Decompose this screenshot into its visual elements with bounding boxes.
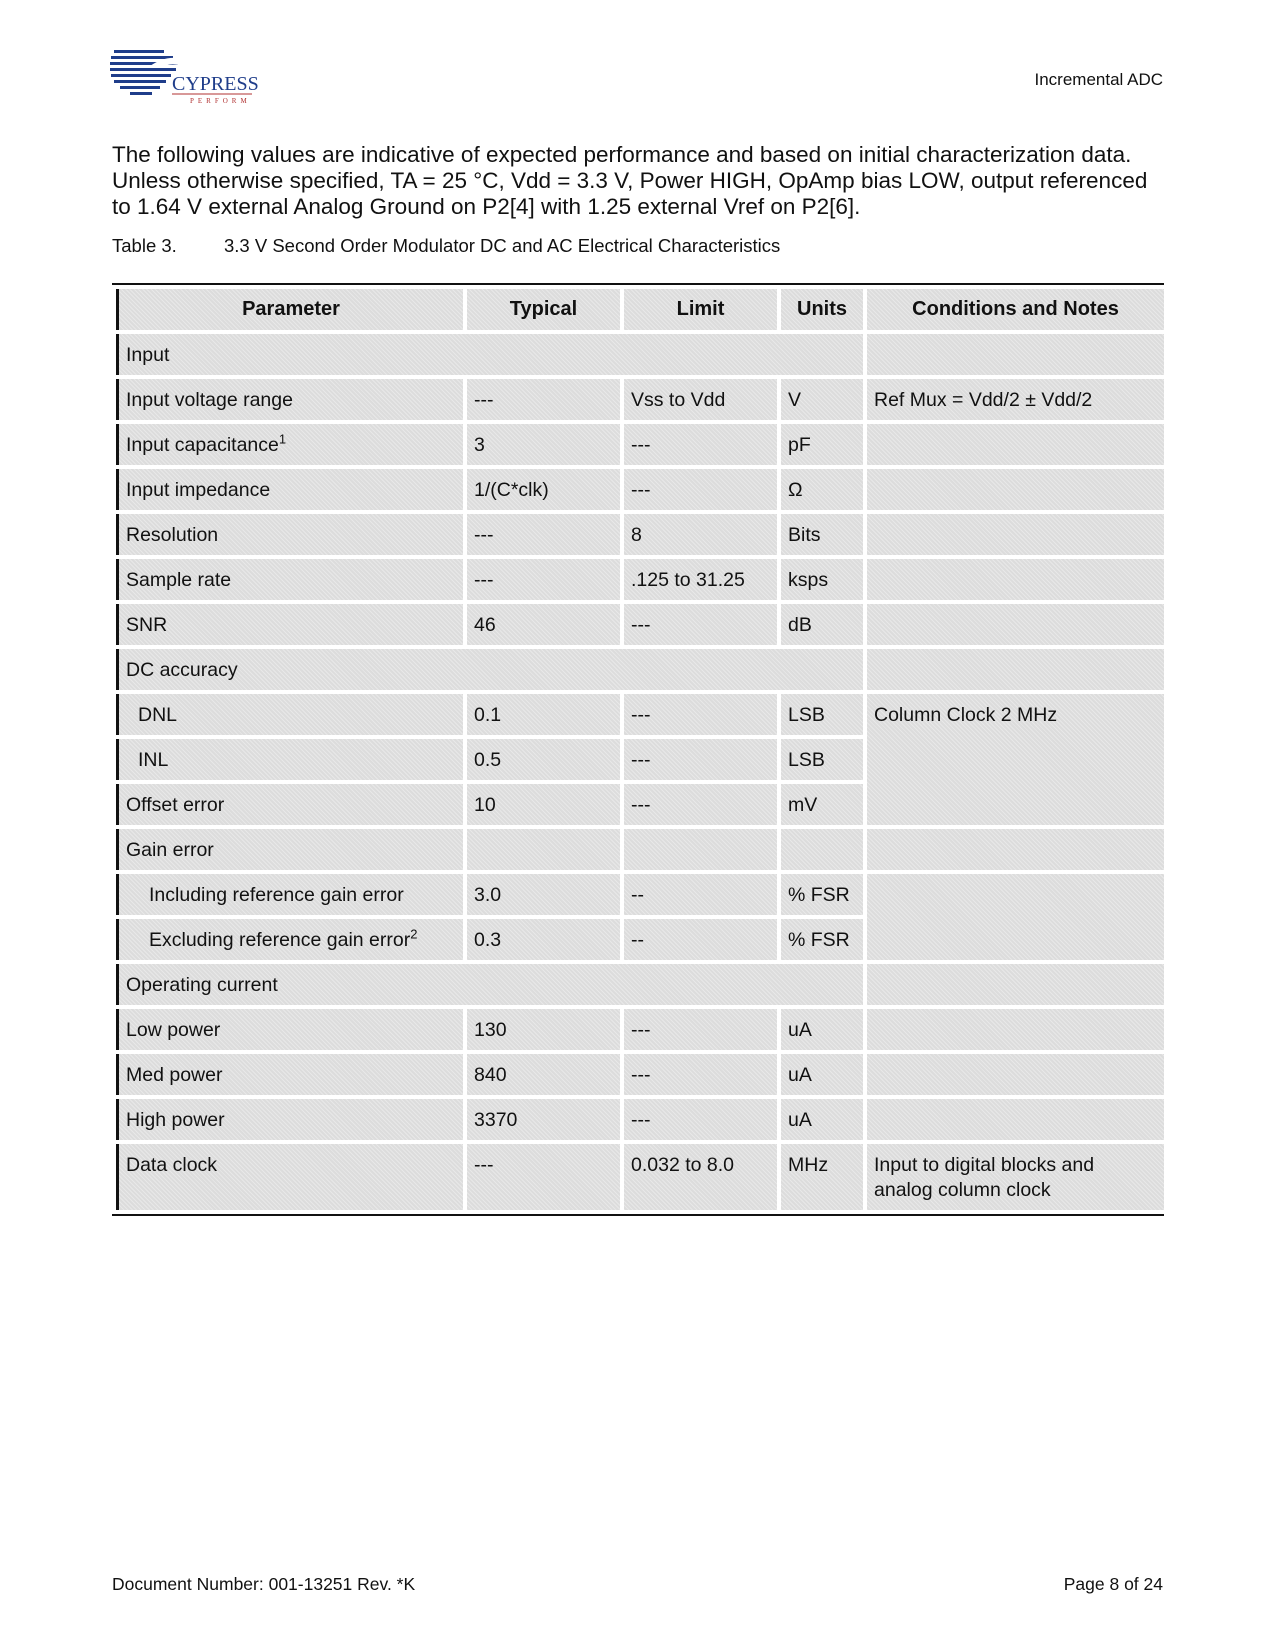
table-row: [116, 1099, 1164, 1140]
cell-units: [781, 694, 863, 735]
cell-parameter: [116, 559, 463, 600]
cell-limit-text: --: [631, 929, 644, 951]
cell-parameter: [116, 964, 863, 1005]
table-row: [116, 694, 1164, 735]
cell-parameter: [116, 919, 463, 960]
cell-parameter-text: Gain error: [126, 839, 214, 861]
cell-parameter: [116, 514, 463, 555]
cell-parameter-text: Including reference gain error: [149, 884, 404, 906]
cell-parameter: [116, 874, 463, 915]
table-title: 3.3 V Second Order Modulator DC and AC Electrical Characteristics: [224, 235, 781, 256]
cell-units: [781, 559, 863, 600]
cell-units: [781, 739, 863, 780]
cell-units: [781, 424, 863, 465]
cell-typical: [467, 739, 620, 780]
cell-conditions-text: Column Clock 2 MHz: [874, 704, 1058, 726]
header-limit: Limit: [624, 289, 777, 330]
cell-conditions: [867, 379, 1164, 420]
cell-limit: [624, 379, 777, 420]
cell-units: [781, 919, 863, 960]
cell-parameter: [116, 1144, 463, 1210]
cell-parameter-text: Input impedance: [126, 479, 271, 501]
cell-typical: [467, 694, 620, 735]
document-title: Incremental ADC: [1034, 70, 1163, 89]
table-row: [116, 829, 1164, 870]
cell-parameter: [116, 649, 863, 690]
cell-typical-text: 46: [474, 614, 496, 636]
cell-conditions: [867, 1144, 1164, 1210]
cell-limit: [624, 514, 777, 555]
cell-conditions: [867, 874, 1164, 960]
cell-parameter-text: SNR: [126, 614, 168, 636]
table-row: [116, 649, 1164, 690]
table-header-row: [116, 289, 1164, 330]
cell-parameter: [116, 694, 463, 735]
cell-conditions-text: Input to digital blocks and analog column clock: [874, 1154, 1095, 1201]
document-number: Document Number: 001-13251 Rev. *K: [112, 1574, 416, 1594]
cell-typical-text: ---: [474, 569, 494, 591]
cell-conditions: [867, 649, 1164, 690]
header-units: Units: [781, 289, 863, 330]
cell-units-text: % FSR: [788, 884, 850, 906]
cell-parameter-text: Sample rate: [126, 569, 232, 591]
intro-paragraph: The following values are indicative of expected performance and based on initial characterization data. Unless otherwise specified, TA = 25 °C, Vdd = 3.3 V, Power HIGH, OpAmp bias LOW, output referenced to 1.64 V external Analog Ground on P2[4] with 1.25 external Vref on P2[6].: [112, 142, 1148, 219]
cell-parameter: [116, 1099, 463, 1140]
cell-conditions: [867, 1099, 1164, 1140]
cell-typical: [467, 379, 620, 420]
header-parameter: Parameter: [116, 289, 463, 330]
cell-typical: [467, 829, 620, 870]
cell-conditions-text: Ref Mux = Vdd/2 ± Vdd/2: [874, 389, 1093, 411]
cell-limit: [624, 1054, 777, 1095]
cell-parameter: [116, 379, 463, 420]
cell-conditions: [867, 559, 1164, 600]
cell-conditions: [867, 1054, 1164, 1095]
cell-typical-text: 130: [474, 1019, 507, 1041]
cell-parameter: [116, 469, 463, 510]
cell-typical-text: 0.5: [474, 749, 502, 771]
cell-limit-text: ---: [631, 794, 651, 816]
cell-units-text: LSB: [788, 704, 825, 726]
cell-units-text: uA: [788, 1064, 812, 1086]
cell-limit-text: ---: [631, 479, 651, 501]
cell-limit-text: ---: [631, 749, 651, 771]
cell-limit: [624, 1144, 777, 1210]
table-row: [116, 334, 1164, 375]
table-row: [116, 874, 1164, 915]
table-row: [116, 379, 1164, 420]
table-row: [116, 469, 1164, 510]
cell-parameter-text: INL: [138, 749, 169, 771]
cell-limit: [624, 469, 777, 510]
page-number: Page 8 of 24: [1063, 1574, 1163, 1594]
cell-conditions: [867, 334, 1164, 375]
cell-parameter: [116, 334, 863, 375]
cell-parameter: [116, 604, 463, 645]
table-row: [116, 1144, 1164, 1210]
table-row: [116, 514, 1164, 555]
cell-units: [781, 1144, 863, 1210]
cell-units: [781, 784, 863, 825]
table-row: [116, 424, 1164, 465]
cell-units-text: LSB: [788, 749, 825, 771]
header-typical: Typical: [467, 289, 620, 330]
cell-limit-text: ---: [631, 1109, 651, 1131]
cell-conditions: [867, 694, 1164, 825]
cell-parameter: [116, 424, 463, 465]
cell-parameter-text: Operating current: [126, 974, 278, 996]
cell-units-text: % FSR: [788, 929, 850, 951]
cell-limit-text: 8: [631, 524, 642, 546]
cell-limit: [624, 829, 777, 870]
cell-typical: [467, 784, 620, 825]
cell-typical-text: ---: [474, 1154, 494, 1176]
cell-parameter-text: DNL: [138, 704, 178, 726]
cell-limit: [624, 1099, 777, 1140]
cell-limit-text: Vss to Vdd: [631, 389, 726, 411]
cell-limit-text: ---: [631, 434, 651, 456]
cell-parameter-text: Excluding reference gain error: [149, 929, 411, 951]
cell-units: [781, 604, 863, 645]
cell-typical: [467, 469, 620, 510]
cell-parameter-text: Input voltage range: [126, 389, 293, 411]
cell-limit: [624, 784, 777, 825]
cell-limit: [624, 1009, 777, 1050]
cell-limit-text: ---: [631, 1019, 651, 1041]
cell-limit: [624, 874, 777, 915]
table-row: [116, 559, 1164, 600]
cell-units-text: uA: [788, 1109, 812, 1131]
cell-typical-text: 3370: [474, 1109, 518, 1131]
cell-typical: [467, 919, 620, 960]
cell-typical: [467, 1009, 620, 1050]
cell-typical-text: 840: [474, 1064, 507, 1086]
cell-conditions: [867, 469, 1164, 510]
table-row: [116, 1009, 1164, 1050]
cell-conditions: [867, 424, 1164, 465]
cell-typical-text: ---: [474, 524, 494, 546]
cell-limit: [624, 424, 777, 465]
cell-units: [781, 829, 863, 870]
cell-typical-text: 10: [474, 794, 496, 816]
cell-typical-text: 1/(C*clk): [474, 479, 549, 501]
cell-parameter-text: Input capacitance: [126, 434, 279, 456]
cell-typical: [467, 1054, 620, 1095]
cell-typical: [467, 424, 620, 465]
table-caption: [112, 235, 780, 257]
cell-typical-text: ---: [474, 389, 494, 411]
cell-parameter-text: Input: [126, 344, 170, 366]
cell-limit: [624, 694, 777, 735]
cell-typical: [467, 559, 620, 600]
cell-limit: [624, 919, 777, 960]
cell-limit-text: .125 to 31.25: [631, 569, 745, 591]
table-row: [116, 1054, 1164, 1095]
cell-units: [781, 469, 863, 510]
cell-limit-text: ---: [631, 614, 651, 636]
cell-typical: [467, 1144, 620, 1210]
cell-parameter: [116, 829, 463, 870]
table-row: [116, 604, 1164, 645]
cell-conditions: [867, 604, 1164, 645]
cell-parameter-text: Data clock: [126, 1154, 218, 1176]
cell-parameter: [116, 1054, 463, 1095]
cell-typical-text: 3.0: [474, 884, 502, 906]
footnote-marker: 1: [278, 431, 287, 447]
cell-conditions: [867, 964, 1164, 1005]
cell-units-text: V: [788, 389, 802, 411]
cell-typical: [467, 1099, 620, 1140]
cell-parameter: [116, 1009, 463, 1050]
cell-units-text: MHz: [788, 1154, 829, 1176]
cell-parameter-text: Resolution: [126, 524, 219, 546]
cell-units-text: dB: [788, 614, 812, 636]
cell-units-text: ksps: [788, 569, 829, 591]
cell-limit: [624, 604, 777, 645]
cell-typical-text: 0.3: [474, 929, 502, 951]
cell-units: [781, 874, 863, 915]
cell-units-text: mV: [788, 794, 818, 816]
cell-units: [781, 1099, 863, 1140]
cell-conditions: [867, 1009, 1164, 1050]
cell-limit-text: 0.032 to 8.0: [631, 1154, 735, 1176]
cell-units: [781, 379, 863, 420]
cell-units: [781, 1009, 863, 1050]
cell-units-text: Ω: [788, 479, 803, 501]
cell-units-text: pF: [788, 434, 811, 456]
cell-parameter-text: Low power: [126, 1019, 221, 1041]
cell-parameter: [116, 739, 463, 780]
logo-tagline: PERFORM: [190, 97, 251, 105]
cell-units-text: uA: [788, 1019, 812, 1041]
cell-limit: [624, 739, 777, 780]
cell-parameter-text: Med power: [126, 1064, 223, 1086]
cell-limit: [624, 559, 777, 600]
cell-limit-text: ---: [631, 704, 651, 726]
cell-typical: [467, 604, 620, 645]
cell-typical: [467, 514, 620, 555]
cell-units: [781, 514, 863, 555]
cell-units: [781, 1054, 863, 1095]
characteristics-table: [112, 283, 1164, 1216]
cypress-logo: [110, 44, 260, 106]
cell-typical: [467, 874, 620, 915]
cell-conditions: [867, 514, 1164, 555]
cell-parameter-text: High power: [126, 1109, 225, 1131]
logo-wordmark: CYPRESS: [172, 73, 259, 95]
table-number: Table 3.: [112, 235, 177, 256]
table-row: [116, 964, 1164, 1005]
cell-limit-text: ---: [631, 1064, 651, 1086]
cell-parameter-text: Offset error: [126, 794, 225, 816]
cell-typical-text: 3: [474, 434, 485, 456]
cell-conditions: [867, 829, 1164, 870]
header-conditions: Conditions and Notes: [867, 289, 1164, 330]
cell-typical-text: 0.1: [474, 704, 502, 726]
cypress-logo-graphic: [110, 44, 260, 106]
footnote-marker: 2: [410, 926, 418, 942]
cell-parameter-text: DC accuracy: [126, 659, 238, 681]
cell-units-text: Bits: [788, 524, 821, 546]
cell-parameter: [116, 784, 463, 825]
cell-limit-text: --: [631, 884, 644, 906]
